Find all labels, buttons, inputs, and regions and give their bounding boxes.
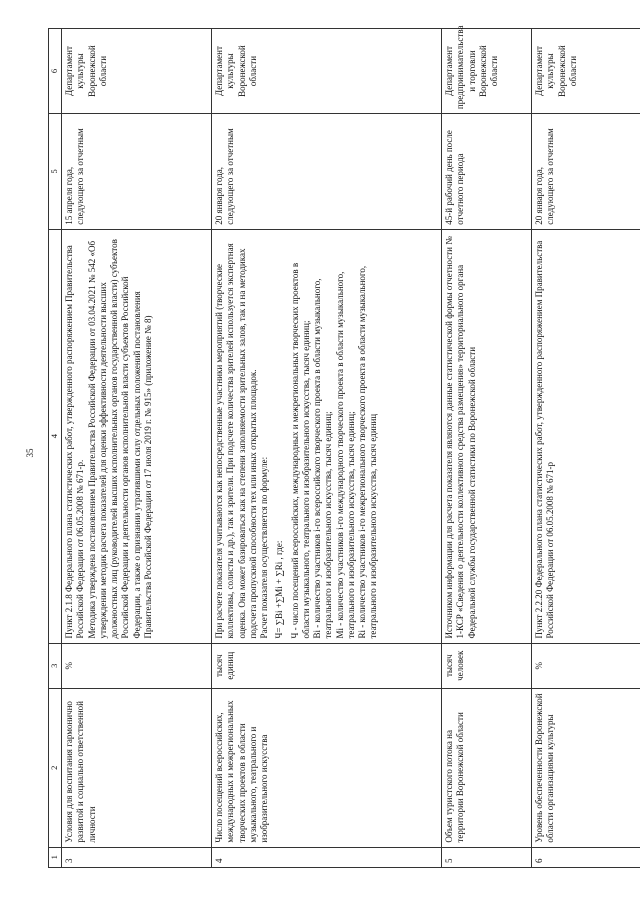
responsible: Департамент культуры Воронежской области xyxy=(212,29,442,114)
table-row xyxy=(442,29,532,868)
deadline: 15 апреля года, следующего за отчетным xyxy=(62,114,212,230)
deadline: 20 января года, следующего за отчетным xyxy=(532,114,640,230)
method-text: При расчете показателя учитываются как непосредственные участники мероприятий (творческие коллективы, солисты и др.), так и зрители. При подсчете количества зрителей используется экспертная оценка. Она может базироваться как на степени заполняемости зрительных залов, так и на методиках подсчета пропускной способности тех или иных открытых площадок. xyxy=(214,243,258,639)
method-text: Пункт 2.2.20 Федерального плана статистических работ, утвержденного распоряжением Правительства Российской Федерации от 06.05.2008 № 671-р xyxy=(534,240,556,639)
header-cell: 1 xyxy=(49,847,62,867)
indicator-name: Число посещений всероссийских, международных и межрегиональных творческих проектов в области музыкального, театрального и изобразительного искусства xyxy=(212,688,442,847)
page-number: 35 xyxy=(25,448,35,458)
header-cell: 5 xyxy=(49,114,62,230)
responsible: Департамент предпринимательства и торговли Воронежской области xyxy=(442,29,532,114)
responsible: Департамент культуры Воронежской области xyxy=(532,29,640,114)
table-row xyxy=(62,29,212,868)
unit: % xyxy=(532,643,640,688)
method-text: Пункт 2.1.8 Федерального плана статистических работ, утвержденного распоряжением Правительства Российской Федерации от 06.05.2008 № 671-р. xyxy=(64,245,86,639)
rotated-table-container xyxy=(48,25,640,868)
indicator-name: Уровень обеспеченности Воронежской области организациями культуры xyxy=(532,688,640,847)
row-number: 6 xyxy=(532,847,640,867)
method-text: Расчет показателя осуществляется по формуле: xyxy=(259,456,269,639)
row-number: 3 xyxy=(62,847,212,867)
method-text: Ri - количество участников i-го межрегионального творческого проекта в области музыкального, театрального и изобразительного искусства, тысяч единиц xyxy=(357,265,379,639)
header-cell: 2 xyxy=(49,688,62,847)
method-text: Методика утверждена постановлением Правительства Российской Федерации от 03.04.2021 № 542 «Об утверждении методик расчета показателей для оценки эффективности деятельности высших должностных лиц (руководителей высших исполнительных органов государственной власти) субъектов Российской Федерации и деятельности органов исполнительной власти субъектов Российской Федерации, а также о признании утратившими силу отдельных положений постановления Правительства Российской Федерации от 17 июля 2019 г. № 915» (приложение № 8) xyxy=(86,239,153,639)
header-cell: 4 xyxy=(49,229,62,643)
unit: тысяч единиц xyxy=(212,643,442,688)
indicators-table xyxy=(48,25,640,868)
method-text: Mi - количество участников i-го международного творческого проекта в области музыкального, театрального и изобразительного искусства, тысяч единиц; xyxy=(334,271,356,639)
deadline: 20 января года, следующего за отчетным xyxy=(212,114,442,230)
unit: % xyxy=(62,643,212,688)
unit: тысяч человек xyxy=(442,643,532,688)
formula: Ч= ∑Bi +∑Mi + ∑Ri , где: xyxy=(274,540,285,639)
method-cell xyxy=(442,229,532,643)
method-text: Ч - число посещений всероссийских, международных и межрегиональных творческих проектов в области музыкального, театрального и изобразительного искусства, тысяч единиц; xyxy=(289,262,311,639)
header-cell: 6 xyxy=(49,29,62,114)
method-cell xyxy=(212,229,442,643)
indicator-name: Объем туристского потока на территории Воронежской области xyxy=(442,688,532,847)
responsible: Департамент культуры Воронежской области xyxy=(62,29,212,114)
deadline: 45-й рабочий день после отчетного периода xyxy=(442,114,532,230)
row-number: 5 xyxy=(442,847,532,867)
row-number: 4 xyxy=(212,847,442,867)
indicator-name: Условия для воспитания гармонично развитой и социально ответственной личности xyxy=(62,688,212,847)
method-cell xyxy=(532,229,640,643)
method-cell xyxy=(62,229,212,643)
method-text: Bi - количество участников i-го всероссийского творческого проекта в области музыкального, театрального и изобразительного искусства, тысяч единиц; xyxy=(312,278,334,639)
method-text: Источником информации для расчета показателя являются данные статистической формы отчетности № 1-КСР «Сведения о деятельности коллективного средства размещения» территориального органа Федеральной службы государственной статистики по Воронежской области xyxy=(444,236,477,639)
header-row xyxy=(49,29,62,868)
table-row xyxy=(212,29,442,868)
table-row xyxy=(532,29,640,868)
header-cell: 3 xyxy=(49,643,62,688)
